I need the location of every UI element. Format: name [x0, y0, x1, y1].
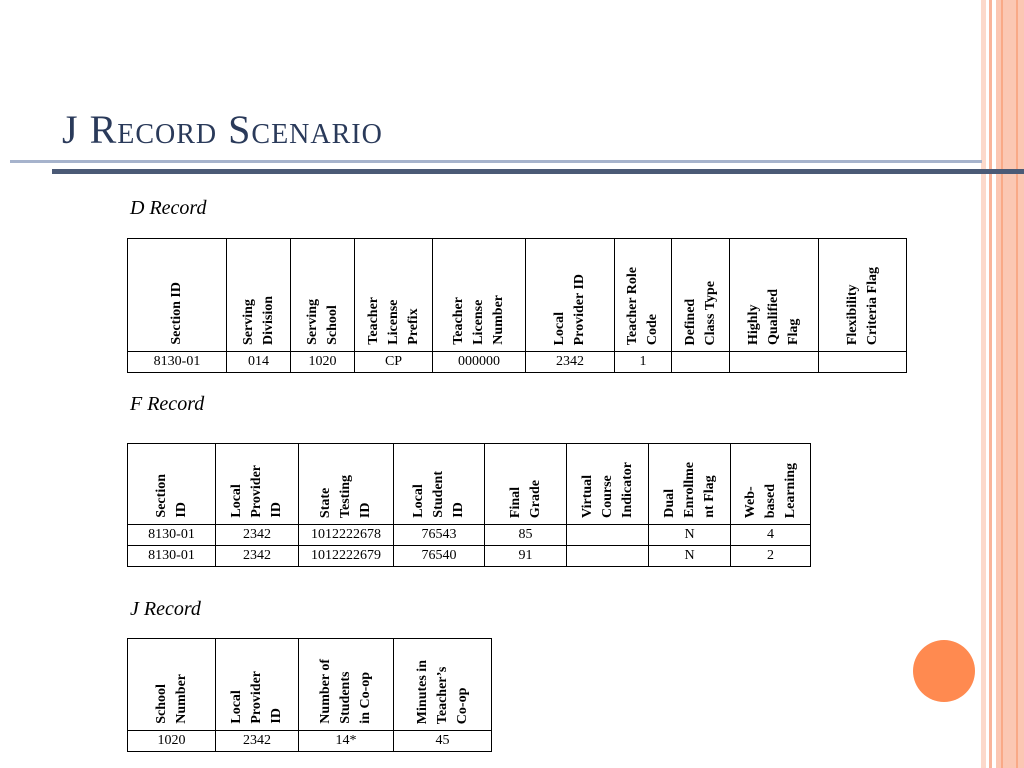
table-cell: 014: [227, 352, 291, 373]
f-record-caption: F Record: [130, 393, 205, 415]
decor-stripe: [981, 0, 986, 768]
table-cell: 8130-01: [128, 525, 216, 546]
table-cell: 14*: [299, 731, 394, 752]
table-row: [128, 525, 811, 546]
decor-stripe: [989, 0, 992, 768]
table-cell: 2: [731, 546, 811, 567]
table-cell: [672, 352, 730, 373]
table-cell: 1020: [291, 352, 355, 373]
column-header: Defined Class Type: [672, 239, 730, 352]
table-cell: [819, 352, 907, 373]
table-cell: [730, 352, 819, 373]
column-header: Local Student ID: [394, 444, 485, 525]
d-record-table: [127, 238, 907, 373]
column-header: Number of Students in Co-op: [299, 639, 394, 731]
table-row: [128, 731, 492, 752]
title-rule-light: [10, 160, 982, 163]
page-title: J Record Scenario: [62, 107, 383, 152]
column-header: Section ID: [128, 444, 216, 525]
column-header: Minutes in Teacher’s Co-op: [394, 639, 492, 731]
table-cell: N: [649, 546, 731, 567]
table-cell: CP: [355, 352, 433, 373]
table-cell: [567, 546, 649, 567]
table-cell: 76543: [394, 525, 485, 546]
column-header: Teacher License Prefix: [355, 239, 433, 352]
title-rule-dark: [52, 169, 1024, 174]
table-cell: 1012222679: [299, 546, 394, 567]
column-header: Virtual Course Indicator: [567, 444, 649, 525]
decor-stripe: [1001, 0, 1003, 768]
column-header: Final Grade: [485, 444, 567, 525]
column-header: State Testing ID: [299, 444, 394, 525]
table-cell: 1: [615, 352, 672, 373]
table-cell: 45: [394, 731, 492, 752]
j-record-table: [127, 638, 492, 752]
column-header: School Number: [128, 639, 216, 731]
table-row: [128, 352, 907, 373]
table-header-row: [128, 639, 492, 731]
column-header: Highly Qualified Flag: [730, 239, 819, 352]
table-cell: 2342: [216, 546, 299, 567]
column-header: Serving School: [291, 239, 355, 352]
column-header: Local Provider ID: [216, 444, 299, 525]
column-header: Serving Division: [227, 239, 291, 352]
column-header: Local Provider ID: [216, 639, 299, 731]
table-cell: 8130-01: [128, 546, 216, 567]
table-row: [128, 546, 811, 567]
table-cell: 76540: [394, 546, 485, 567]
column-header: Section ID: [128, 239, 227, 352]
column-header: Local Provider ID: [526, 239, 615, 352]
decor-circle: [913, 640, 975, 702]
j-record-caption: J Record: [130, 598, 201, 620]
column-header: Web- based Learning: [731, 444, 811, 525]
table-cell: 2342: [216, 525, 299, 546]
table-cell: 2342: [216, 731, 299, 752]
table-cell: 1020: [128, 731, 216, 752]
column-header: Teacher License Number: [433, 239, 526, 352]
table-cell: 91: [485, 546, 567, 567]
table-cell: 1012222678: [299, 525, 394, 546]
table-cell: 85: [485, 525, 567, 546]
f-record-table: [127, 443, 811, 567]
table-cell: 2342: [526, 352, 615, 373]
column-header: Dual Enrollme nt Flag: [649, 444, 731, 525]
column-header: Flexibility Criteria Flag: [819, 239, 907, 352]
column-header: Teacher Role Code: [615, 239, 672, 352]
decor-stripe: [1016, 0, 1018, 768]
d-record-caption: D Record: [130, 197, 207, 219]
table-header-row: [128, 444, 811, 525]
table-cell: [567, 525, 649, 546]
table-cell: 4: [731, 525, 811, 546]
table-cell: N: [649, 525, 731, 546]
table-header-row: [128, 239, 907, 352]
table-cell: 000000: [433, 352, 526, 373]
table-cell: 8130-01: [128, 352, 227, 373]
